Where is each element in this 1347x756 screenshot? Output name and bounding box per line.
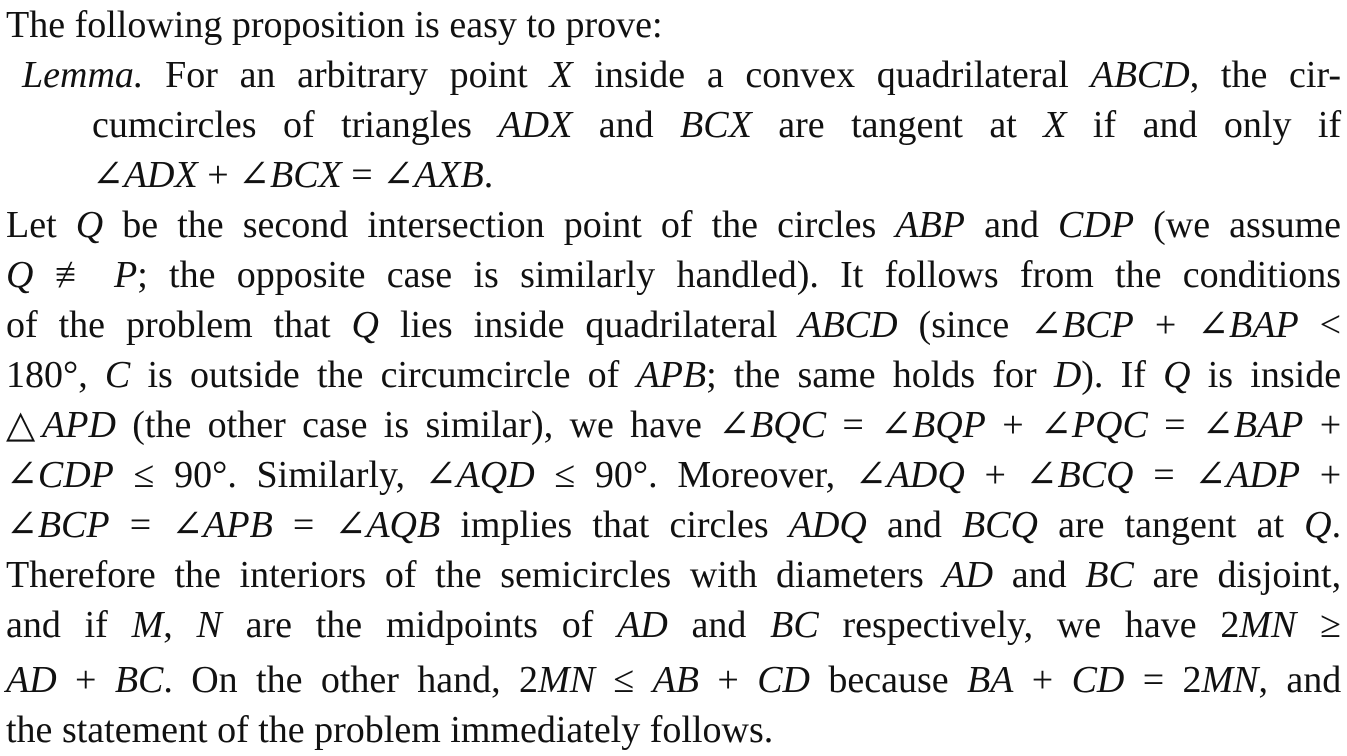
- math-variable: Q: [6, 254, 34, 296]
- math-variable: ABP: [895, 204, 966, 246]
- math-variable: AD: [942, 554, 994, 596]
- math-variable: CD: [1071, 659, 1125, 701]
- lemma-label: Lemma.: [22, 54, 144, 96]
- math-variable: BCX: [680, 104, 752, 146]
- math-variable: P: [113, 254, 138, 296]
- math-variable: PQC: [1071, 404, 1148, 446]
- proof-line-6: [6, 450, 1341, 500]
- math-variable: MN: [1201, 659, 1259, 701]
- math-variable: CDP: [37, 454, 114, 496]
- proof-text-11: the statement of the problem immediately follows.: [6, 709, 774, 751]
- math-variable: Q: [1163, 354, 1191, 396]
- math-variable: ABCD: [798, 304, 898, 346]
- math-variable: ADP: [1226, 454, 1301, 496]
- math-variable: ABCD: [1090, 54, 1190, 96]
- math-variable: APB: [636, 354, 707, 396]
- math-variable: BQC: [750, 404, 827, 446]
- math-variable: AB: [652, 659, 700, 701]
- math-variable: M: [131, 604, 164, 646]
- math-variable: BC: [770, 604, 819, 646]
- math-variable: BQP: [912, 404, 986, 446]
- proof-text-8: Therefore the interiors of the semicircles with diameters AD and BC are disjoint,: [6, 554, 1342, 596]
- proof-line-4: [6, 350, 1341, 400]
- proof-line-1: [6, 200, 1341, 250]
- math-variable: BCP: [37, 504, 110, 546]
- math-variable: X: [1043, 104, 1067, 146]
- intro-text: The following proposition is easy to prove:: [6, 4, 663, 46]
- proof-line-2: [6, 250, 1341, 300]
- proof-text-10: AD + BC. On the other hand, 2MN ≤ AB + CD because BA + CD = 2MN, and: [6, 659, 1342, 701]
- proof-line-8: [6, 550, 1341, 600]
- proof-text-2: Q ≢ P; the opposite case is similarly handled). It follows from the conditions: [6, 254, 1342, 296]
- math-variable: APB: [203, 504, 273, 546]
- math-variable: C: [104, 354, 131, 396]
- proof-line-3: [6, 300, 1341, 350]
- proof-text-7: ∠BCP = ∠APB = ∠AQB implies that circles ADQ and BCQ are tangent at Q.: [6, 504, 1342, 546]
- intro-line: [6, 0, 663, 50]
- math-variable: BC: [1085, 554, 1134, 596]
- lemma-text-3: ∠ADX + ∠BCX = ∠AXB.: [92, 154, 494, 196]
- lemma-line-1: [22, 50, 1341, 100]
- proof-line-9: [6, 600, 1341, 650]
- proof-text-3: of the problem that Q lies inside quadrilateral ABCD (since ∠BCP + ∠BAP <: [6, 304, 1342, 346]
- proof-text-9: and if M, N are the midpoints of AD and BC respectively, we have 2MN ≥: [6, 604, 1341, 646]
- proof-text-1: Let Q be the second intersection point of the circles ABP and CDP (we assume: [6, 204, 1342, 246]
- proof-line-5: [6, 400, 1341, 450]
- math-variable: ADQ: [788, 504, 867, 546]
- math-variable: CDP: [1058, 204, 1135, 246]
- math-variable: Q: [1304, 504, 1332, 546]
- math-variable: N: [196, 604, 222, 646]
- proof-text-5: △APD (the other case is similar), we have ∠BQC = ∠BQP + ∠PQC = ∠BAP +: [6, 404, 1342, 446]
- math-variable: MN: [538, 659, 596, 701]
- math-variable: ADQ: [886, 454, 965, 496]
- math-variable: D: [1053, 354, 1082, 396]
- math-variable: Q: [351, 304, 379, 346]
- proof-line-10: [6, 655, 1341, 705]
- math-variable: Q: [75, 204, 104, 246]
- math-variable: BAP: [1233, 404, 1304, 446]
- math-variable: ADX: [123, 154, 198, 196]
- proof-text-6: ∠CDP ≤ 90°. Similarly, ∠AQD ≤ 90°. Moreover, ∠ADQ + ∠BCQ = ∠ADP +: [6, 454, 1342, 496]
- math-variable: CD: [757, 659, 810, 701]
- math-variable: AXB: [414, 154, 484, 196]
- lemma-line-2: [92, 100, 1341, 150]
- math-variable: ADX: [498, 104, 573, 146]
- math-variable: BAP: [1229, 304, 1299, 346]
- math-variable: BC: [114, 659, 164, 701]
- math-variable: AQB: [366, 504, 441, 546]
- math-variable: AQD: [456, 454, 535, 496]
- math-variable: BCP: [1062, 304, 1134, 346]
- lemma-text-1: For an arbitrary point X inside a convex quadrilateral ABCD, the cir-: [165, 54, 1342, 96]
- lemma-text-2: cumcircles of triangles ADX and BCX are tangent at X if and only if: [92, 104, 1342, 146]
- proof-text-4: 180°, C is outside the circumcircle of APB; the same holds for D). If Q is inside: [6, 354, 1342, 396]
- math-variable: APD: [42, 404, 116, 446]
- lemma-line-3: [92, 150, 1341, 200]
- math-variable: X: [549, 54, 573, 96]
- math-variable: BA: [966, 659, 1014, 701]
- math-variable: AD: [617, 604, 668, 646]
- math-variable: BCX: [270, 154, 342, 196]
- math-variable: MN: [1239, 604, 1297, 646]
- proof-line-7: [6, 500, 1341, 550]
- math-variable: BCQ: [961, 504, 1038, 546]
- math-variable: AD: [6, 659, 57, 701]
- proof-line-11: [6, 705, 773, 755]
- math-variable: BCQ: [1057, 454, 1134, 496]
